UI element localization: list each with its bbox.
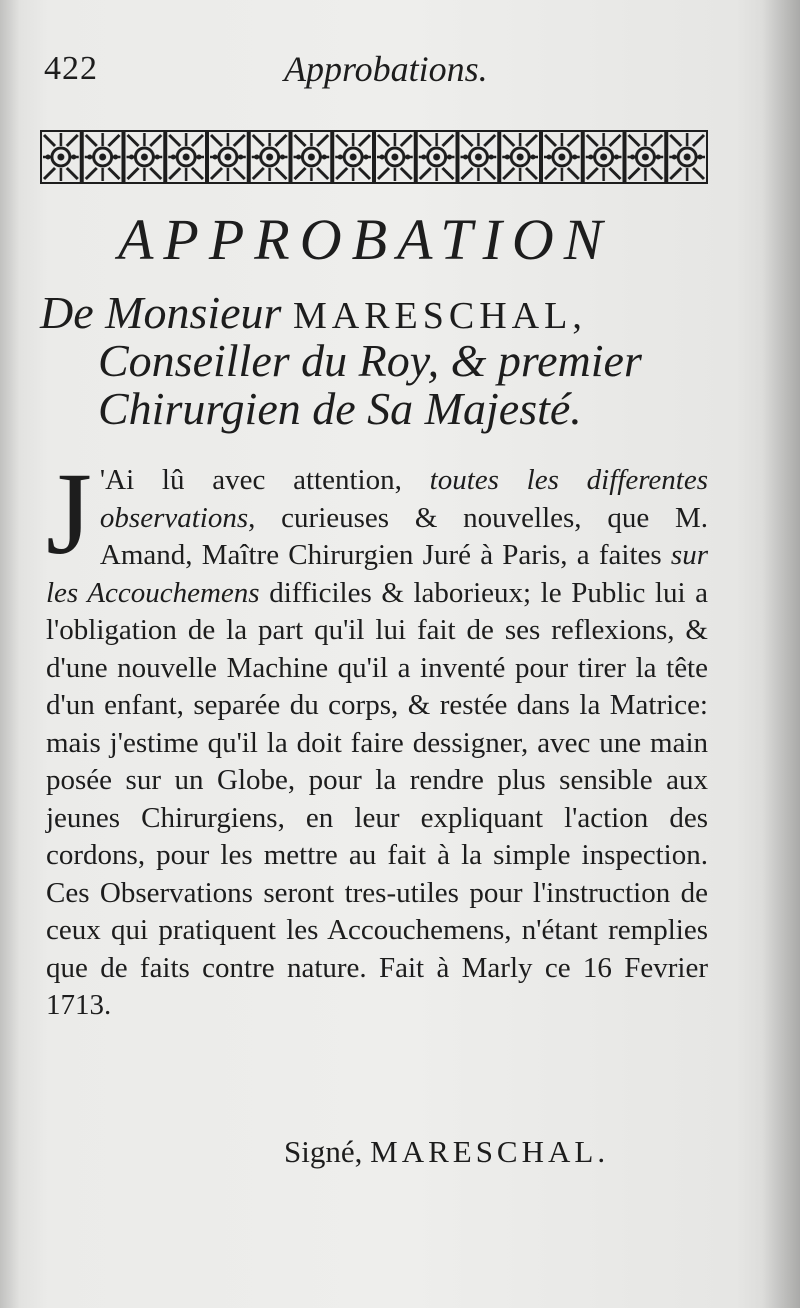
- body-segment-3: difficiles & laborieux; le Public lui a l'obligation de la part qu'il lui fait de ses reflexions, & d'une nouvelle Machine qu'il a inventé pour tirer la tête d'un enfant, separée du corps, & restée dans la Matrice: mais j'estime qu'il la doit faire dessigner, avec une main posée sur un Globe, pour la rendre plus sensible aux jeunes Chirurgiens, en leur expliquant l'action des cordons, pour les mettre au fait à la simple inspection. Ces Observations seront tres-utiles pour l'instruction de ceux qui pratiquent les Accouchemens, n'étant remplies que de faits contre nature. Fait à Marly ce 16 Fevrier 1713.: [46, 576, 708, 1021]
- page-header: [40, 44, 720, 94]
- subtitle-name: MARESCHAL,: [292, 295, 587, 337]
- spine-shadow: [762, 0, 800, 1308]
- main-title: APPROBATION: [118, 207, 613, 272]
- body-italic-2: sur les Accouchemens: [46, 539, 708, 609]
- decorative-ornament-band: [40, 128, 708, 186]
- body-segment-2: , curieuses & nouvelles, que M. Amand, Maître Chirurgien Juré à Paris, a faites: [99, 501, 708, 571]
- signature-name: MARESCHAL.: [370, 1134, 610, 1169]
- signature-prefix: Signé,: [284, 1134, 363, 1169]
- subtitle-line-2: Conseiller du Roy, & premier: [98, 335, 642, 386]
- approbation-text: [46, 448, 709, 1025]
- signature: [284, 1134, 609, 1170]
- subtitle-line-3: Chirurgien de Sa Majesté.: [98, 383, 582, 434]
- subtitle-line-1: [40, 286, 587, 339]
- page-number: 422: [44, 50, 98, 87]
- page-edge-shadow: [0, 0, 20, 1308]
- drop-cap: J: [46, 448, 92, 579]
- subtitle-prefix: De Monsieur: [40, 287, 282, 338]
- body-segment-1: 'Ai lû avec attention,: [99, 464, 402, 496]
- body-italic-1: toutes les differentes observations: [99, 464, 709, 534]
- running-head: Approbations.: [284, 49, 488, 89]
